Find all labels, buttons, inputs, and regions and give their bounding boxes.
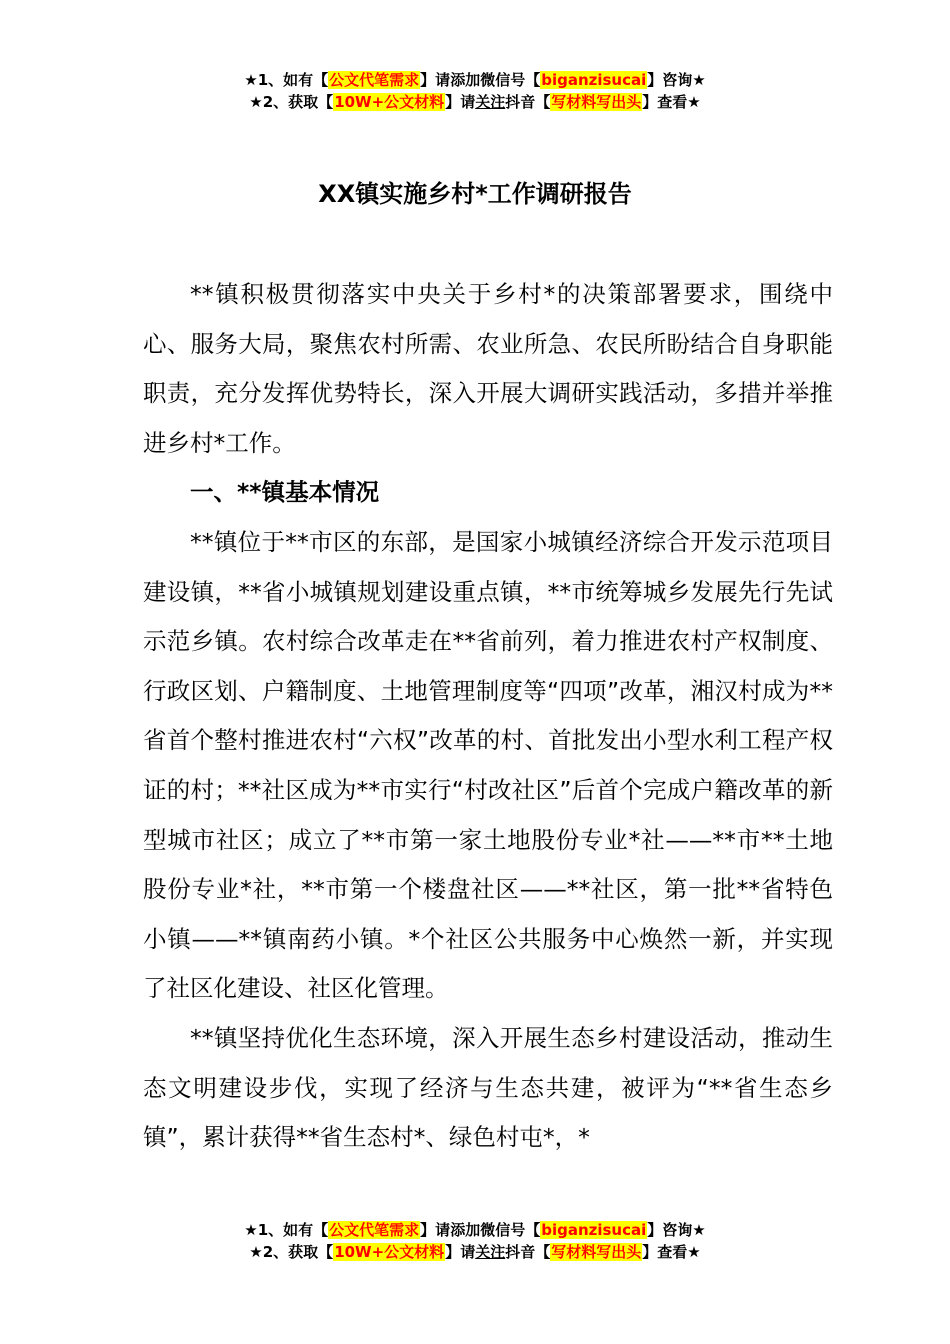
promo-text: ★2、获取【 bbox=[249, 1243, 334, 1261]
promo-banner-bottom bbox=[0, 1219, 950, 1263]
promo-highlight: 公文代笔需求 bbox=[329, 71, 420, 89]
promo-text: 】请 bbox=[445, 93, 476, 111]
promo-wechat-id: biganzisucai bbox=[541, 71, 647, 89]
promo-text: 】请 bbox=[420, 71, 451, 89]
promo-text: 微信号【 bbox=[480, 1221, 541, 1239]
document-title: XX镇实施乡村*工作调研报告 bbox=[318, 180, 632, 208]
promo-text: 】请 bbox=[420, 1221, 451, 1239]
paragraph-basic-info: **镇位于**市区的东部，是国家小城镇经济综合开发示范项目建设镇，**省小城镇规划建设重点镇，**市统筹城乡发展先行先试示范乡镇。农村综合改革走在**省前列，着力推进农村产权制度、行政区划、户籍制度、土地管理制度等“四项”改革，湘汉村成为**省首个整村推进农村“六权”改革的村、首批发出小型水利工程产权证的村；**社区成为**市实行“村改社区”后首个完成户籍改革的新型城市社区；成立了**市第一家土地股份专业*社——**市**土地股份专业*社，**市第一个楼盘社区——**社区，第一批**省特色小镇——**镇南药小镇。*个社区公共服务中心焕然一新，并实现了社区化建设、社区化管理。 bbox=[143, 527, 833, 1003]
promo-line-1 bbox=[0, 69, 950, 91]
promo-text: 微信号【 bbox=[480, 71, 541, 89]
promo-text: 】咨询★ bbox=[647, 71, 706, 89]
promo-text: 添加 bbox=[450, 1221, 481, 1239]
section-heading: 一、**镇基本情况 bbox=[190, 478, 380, 507]
promo-text: 】请 bbox=[445, 1243, 476, 1261]
promo-highlight: 10W+公文材料 bbox=[334, 1243, 445, 1261]
promo-line-1 bbox=[0, 1219, 950, 1241]
promo-text: ★2、获取【 bbox=[249, 93, 334, 111]
promo-text: 】查看★ bbox=[642, 93, 701, 111]
paragraph-intro: **镇积极贯彻落实中央关于乡村*的决策部署要求，围绕中心、服务大局，聚焦农村所需、农业所急、农民所盼结合自身职能职责，充分发挥优势特长，深入开展大调研实践活动，多措并举推进乡村*工作。 bbox=[143, 280, 833, 457]
promo-highlight: 写材料写出头 bbox=[551, 93, 642, 111]
promo-wechat-id: biganzisucai bbox=[541, 1221, 647, 1239]
promo-line-2 bbox=[0, 1241, 950, 1263]
promo-text: 关注 bbox=[475, 1243, 506, 1261]
promo-text: 抖音【 bbox=[505, 1243, 551, 1261]
promo-text: 添加 bbox=[450, 71, 481, 89]
promo-text: 关注 bbox=[475, 93, 506, 111]
promo-text: 】查看★ bbox=[642, 1243, 701, 1261]
promo-line-2 bbox=[0, 91, 950, 113]
promo-highlight: 10W+公文材料 bbox=[334, 93, 445, 111]
paragraph-ecology: **镇坚持优化生态环境，深入开展生态乡村建设活动，推动生态文明建设步伐，实现了经济与生态共建，被评为“**省生态乡镇”，累计获得**省生态村*、绿色村屯*，* bbox=[143, 1023, 833, 1152]
promo-text: 抖音【 bbox=[505, 93, 551, 111]
promo-text: ★1、如有【 bbox=[244, 71, 329, 89]
promo-highlight: 公文代笔需求 bbox=[329, 1221, 420, 1239]
promo-banner-top bbox=[0, 69, 950, 113]
promo-text: ★1、如有【 bbox=[244, 1221, 329, 1239]
document-body bbox=[143, 270, 833, 1163]
promo-highlight: 写材料写出头 bbox=[551, 1243, 642, 1261]
promo-text: 】咨询★ bbox=[647, 1221, 706, 1239]
